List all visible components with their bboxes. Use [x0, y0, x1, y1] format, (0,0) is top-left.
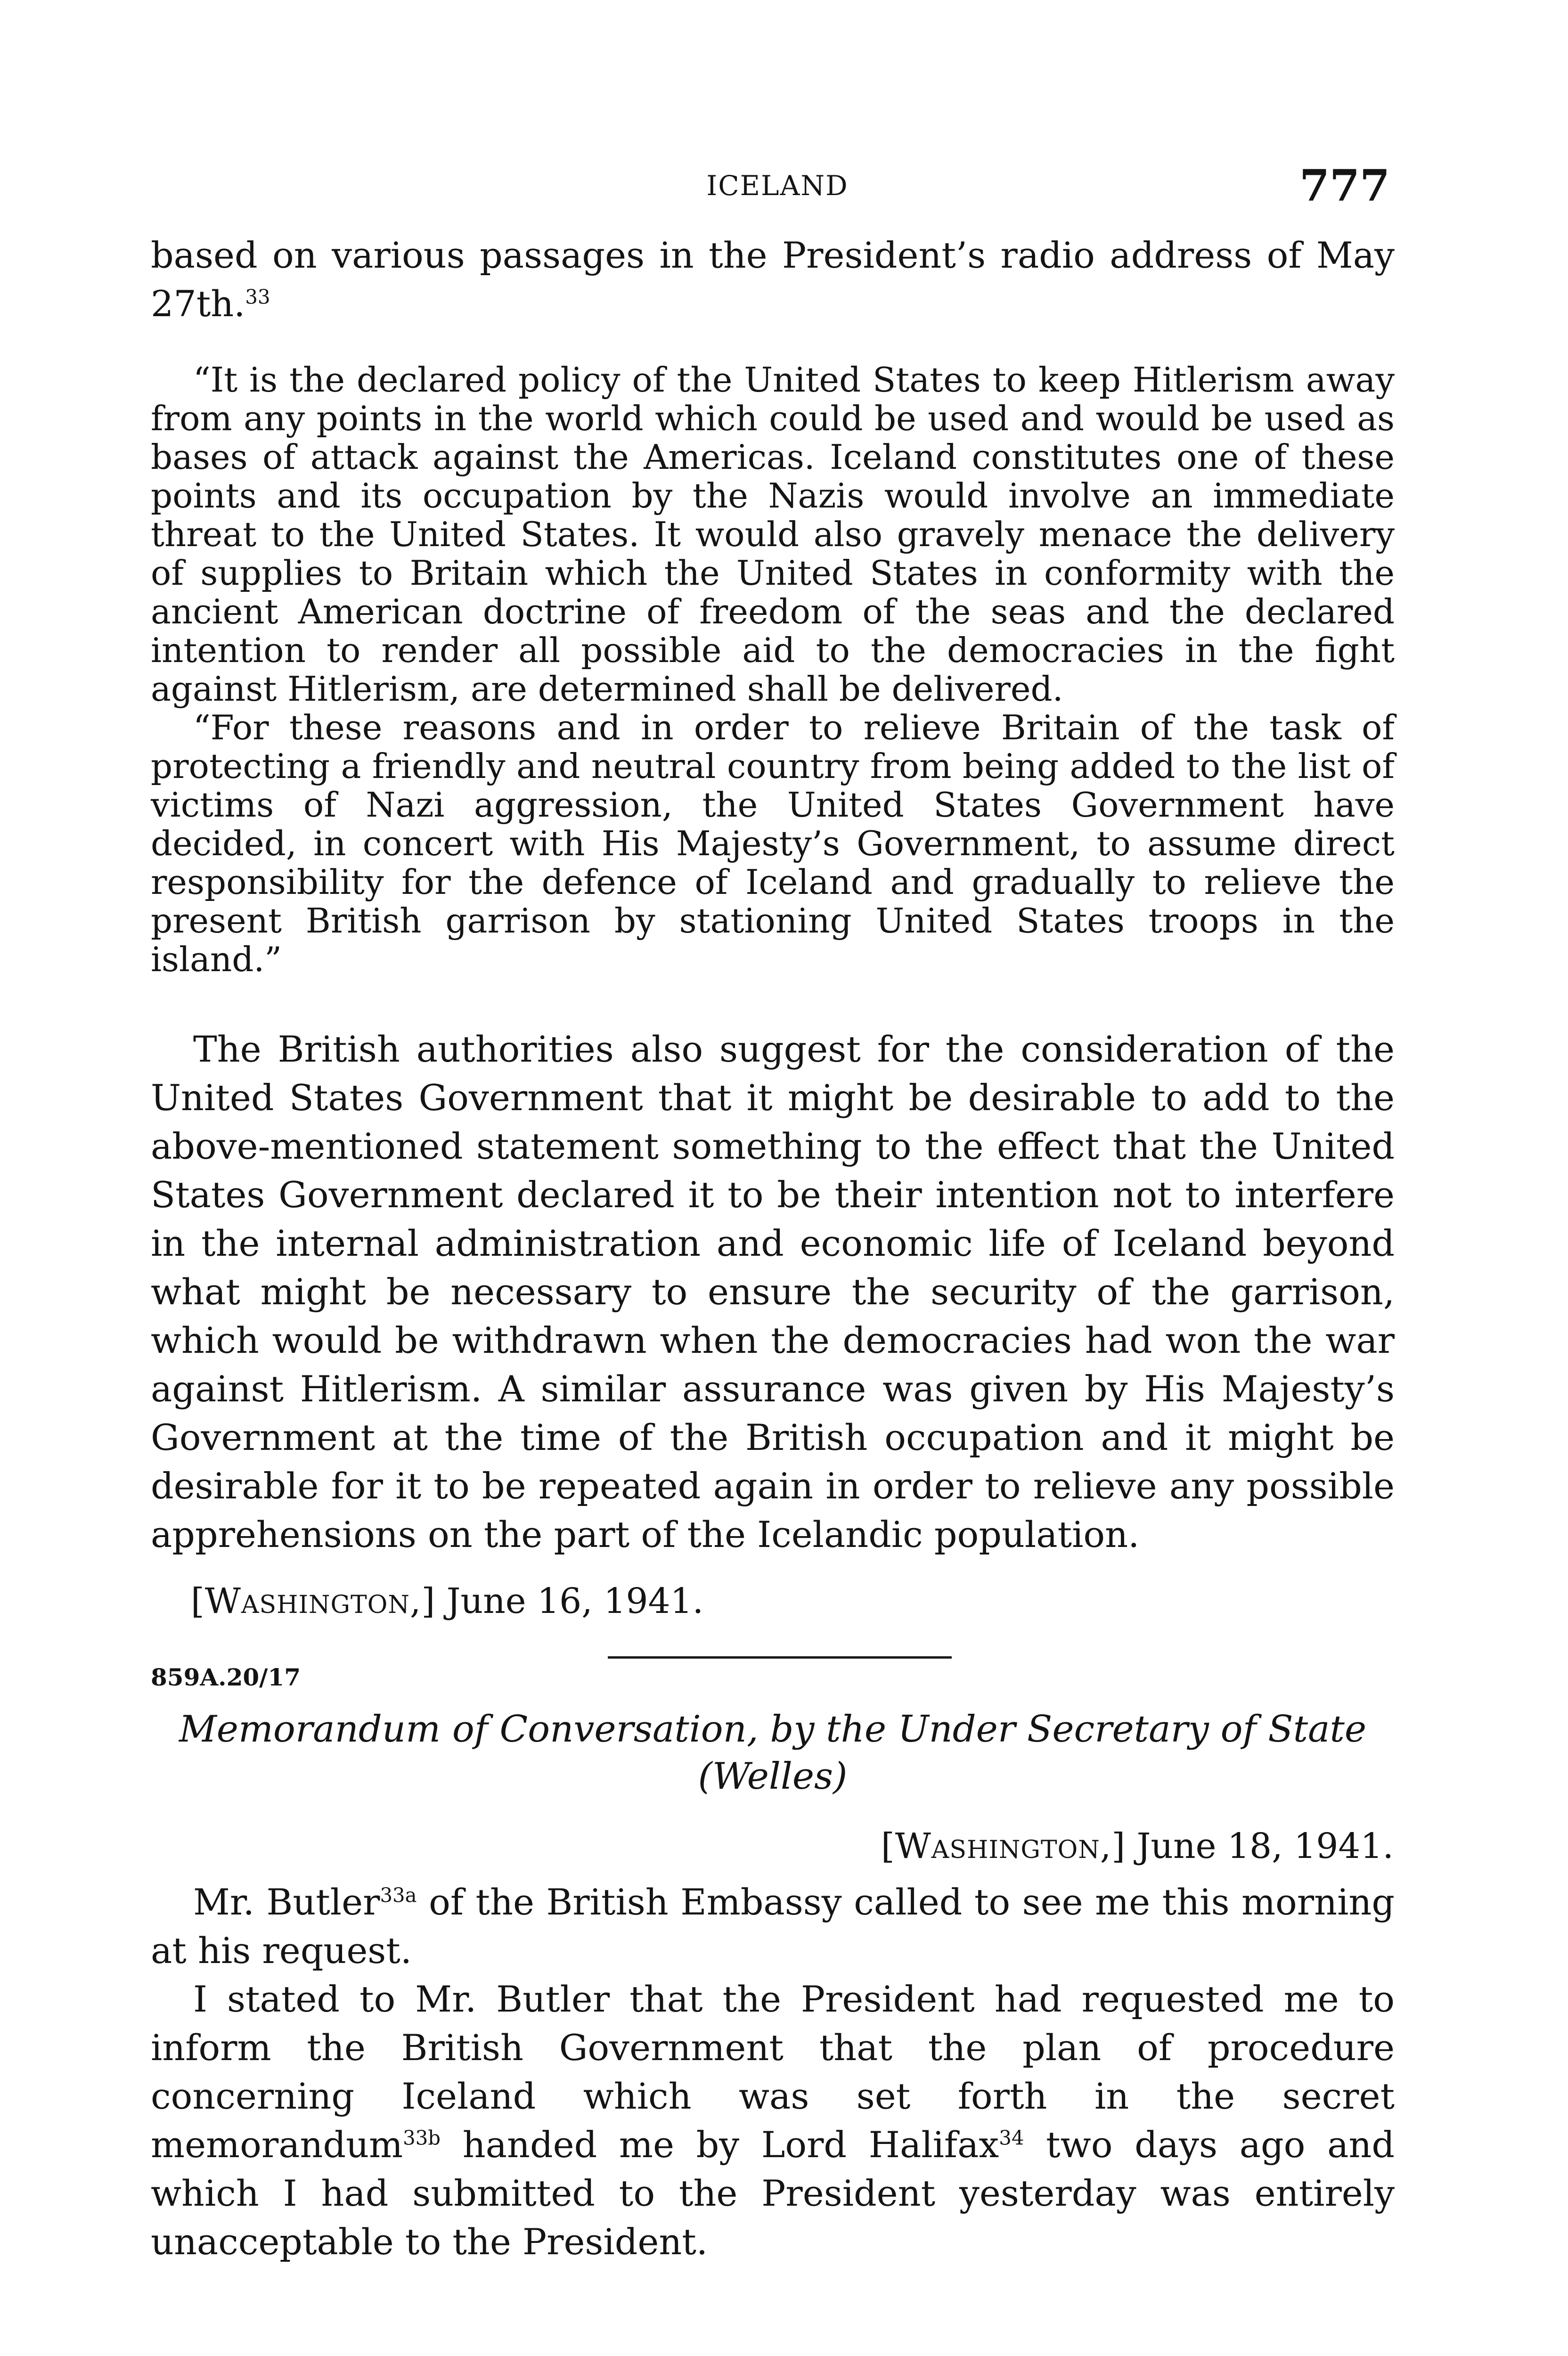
dateline-june-18: [881, 1826, 1394, 1866]
footnote-ref-33b: 33b: [403, 2126, 441, 2150]
footnote-ref-33a: 33a: [380, 1883, 417, 1907]
memo-p2-part3: two days ago and which I had submitted to the President yesterday was entirely unacceptable to the President.: [151, 2124, 1395, 2263]
dateline-date: June 16, 1941.: [446, 1581, 704, 1621]
quote-paragraph-2: “For these reasons and in order to relieve Britain of the task of protecting a friendly and neutral country from being added to the list of victims of Nazi aggression, the United States Government have decided, in concert with His Majesty’s Government, to assume direct responsibility for the defence of Iceland and gradually to relieve the present British garrison by stationing United States troops in the island.”: [151, 708, 1395, 979]
page-header: [155, 160, 1399, 212]
memorandum-title-line-2: (Welles): [698, 1755, 848, 1798]
section-divider: [608, 1656, 952, 1659]
memorandum-body: [151, 1878, 1395, 2266]
intro-paragraph: [151, 231, 1395, 328]
dateline-date: June 18, 1941.: [1136, 1826, 1394, 1866]
dateline-place: [Washington,]: [881, 1826, 1126, 1866]
quoted-statement: [151, 360, 1395, 979]
page-number: 777: [1299, 160, 1390, 211]
memo-p1-end: of the British Embassy called to see me this morning at his request.: [151, 1881, 1395, 1972]
memo-p2-part2: handed me by Lord Halifax: [462, 2124, 999, 2166]
intro-text: [151, 231, 1395, 328]
memorandum-title-line-1: Memorandum of Conversation, by the Under Secretary of State: [179, 1708, 1367, 1751]
dateline-place: [Washington,]: [191, 1581, 436, 1621]
quote-paragraph-1: “It is the declared policy of the United States to keep Hitlerism away from any points in the world which could be used and would be used as bases of attack against the Americas. Iceland constitutes one of these points and its occupation by the Nazis would involve an immediate threat to the United States. It would also gravely menace the delivery of supplies to Britain which the United States in conformity with the ancient American doctrine of freedom of the seas and the declared intention to render all possible aid to the democracies in the fight against Hitlerism, are determined shall be delivered.: [151, 360, 1395, 709]
memo-paragraph-1: [151, 1878, 1395, 1975]
memo-paragraph-2: [151, 1975, 1395, 2266]
memo-p1-start: Mr. Butler: [193, 1881, 380, 1923]
british-authorities-paragraph: [151, 1025, 1395, 1559]
file-number: 859A.20/17: [151, 1663, 301, 1691]
footnote-ref-34: 34: [999, 2126, 1024, 2150]
memo-p2-part1: I stated to Mr. Butler that the President had requested me to inform the British Government that the plan of procedure concerning Iceland which was set forth in the secret memorandum: [151, 1978, 1395, 2166]
running-title: ICELAND: [706, 170, 849, 202]
intro-sentence: based on various passages in the President’s radio address of May 27th.: [151, 234, 1395, 325]
dateline-june-16: [191, 1581, 703, 1621]
british-paragraph-text: The British authorities also suggest for the consideration of the United States Government that it might be desirable to add to the above-mentioned statement something to the effect that the United States Government declared it to be their intention not to interfere in the internal administration and economic life of Iceland beyond what might be necessary to ensure the security of the garrison, which would be withdrawn when the democracies had won the war against Hitlerism. A similar assurance was given by His Majesty’s Government at the time of the British occupation and it might be desirable for it to be repeated again in order to relieve any possible apprehensions on the part of the Icelandic population.: [151, 1028, 1395, 1555]
footnote-ref-33: 33: [245, 285, 270, 309]
memorandum-title: [151, 1706, 1395, 1800]
